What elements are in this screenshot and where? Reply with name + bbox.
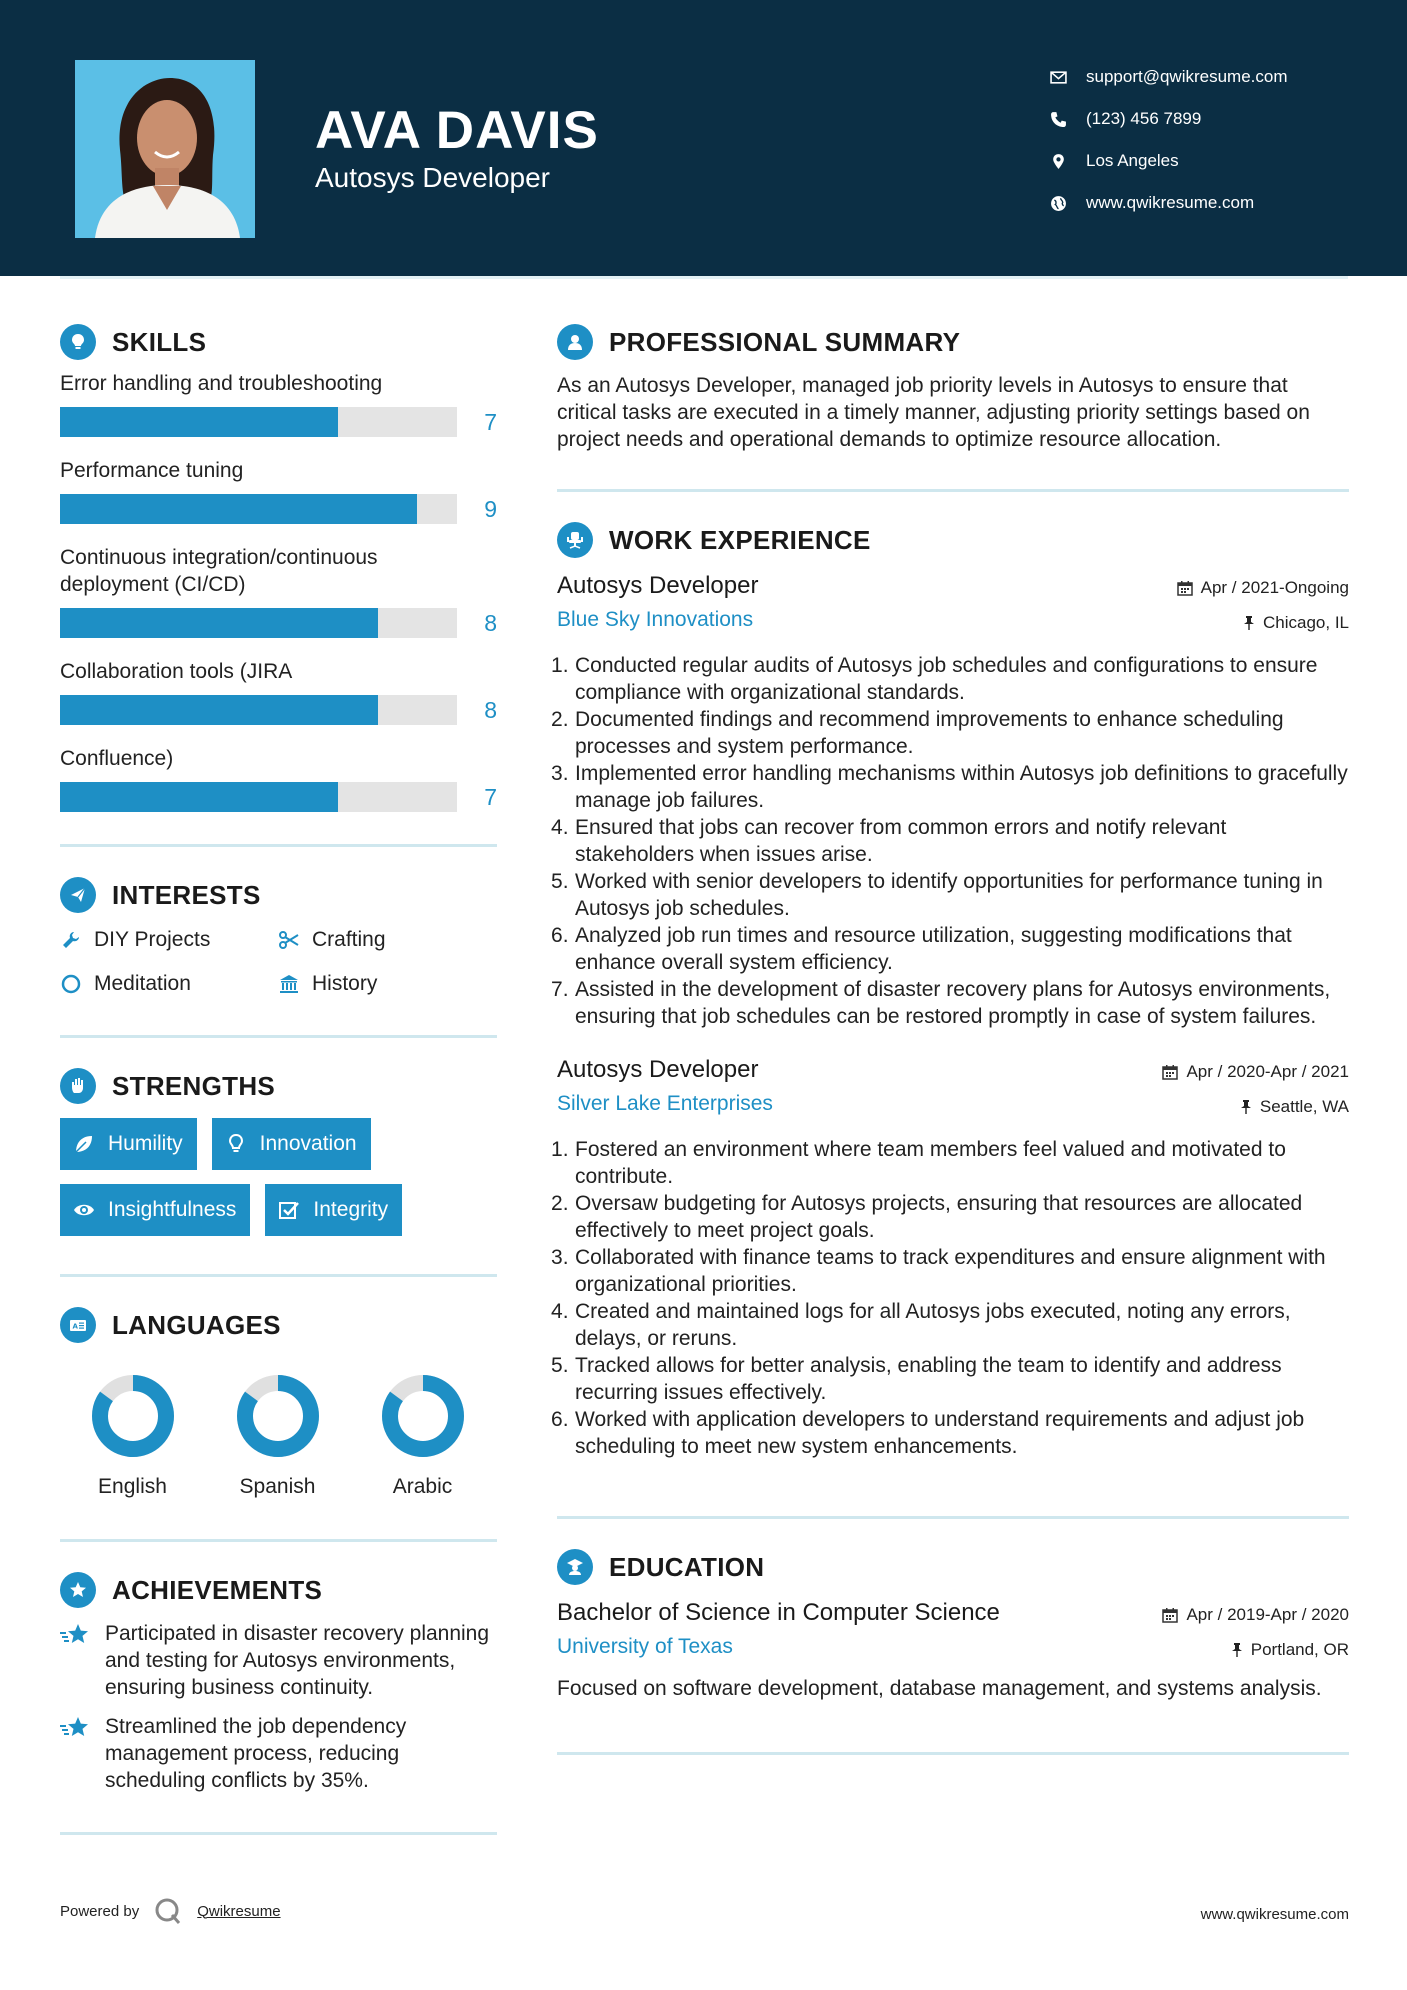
achievements-heading — [60, 1568, 497, 1612]
job-bullet: Worked with application developers to understand requirements and adjust job scheduling to meet new system enhancements. — [575, 1408, 1305, 1458]
left-column — [60, 320, 497, 1835]
phone-icon — [1050, 111, 1086, 128]
language-donut — [235, 1373, 321, 1459]
contact-location — [1050, 140, 1288, 182]
job-bullet: Collaborated with finance teams to track expenditures and ensure alignment with organizational priorities. — [575, 1246, 1326, 1296]
achievement-item — [60, 1620, 497, 1701]
calendar-icon — [1177, 580, 1193, 596]
job-date — [1162, 1062, 1349, 1082]
skill-item — [60, 457, 497, 524]
language-donut — [380, 1373, 466, 1459]
job-bullet: Documented findings and recommend improvements to enhance scheduling processes and system performance. — [575, 708, 1284, 758]
experience-title: WORK EXPERIENCE — [609, 524, 871, 555]
skill-name: Confluence) — [60, 747, 174, 770]
job-bullet: Assisted in the development of disaster recovery plans for Autosys environments, ensuring that job schedules can be restored promptly in case of system failures. — [575, 978, 1331, 1028]
language-item — [350, 1373, 495, 1499]
section-divider — [557, 1752, 1349, 1755]
education-description: Focused on software development, database management, and systems analysis. — [557, 1677, 1322, 1700]
skill-bar — [60, 608, 457, 638]
skill-value: 8 — [484, 609, 497, 636]
job-bullets — [557, 1136, 1349, 1460]
skill-value: 7 — [484, 408, 497, 435]
skill-bar-fill — [60, 608, 378, 638]
paper-plane-icon — [60, 877, 96, 913]
candidate-name: AVA DAVIS — [315, 101, 599, 160]
interest-label: Crafting — [312, 928, 386, 951]
interest-item — [60, 925, 278, 955]
language-item — [60, 1373, 205, 1499]
interests-title: INTERESTS — [112, 879, 261, 910]
interest-label: Meditation — [94, 972, 191, 995]
job-date — [1177, 578, 1349, 598]
job-bullet: Analyzed job run times and resource utilization, suggesting modifications that enhance overall system efficiency. — [575, 924, 1292, 974]
language-donut — [90, 1373, 176, 1459]
globe-icon — [1050, 195, 1086, 212]
checkbox-icon — [277, 1198, 301, 1222]
contact-location-text: Los Angeles — [1086, 151, 1179, 170]
strengths-title: STRENGTHS — [112, 1070, 276, 1101]
lightbulb-icon — [60, 324, 96, 360]
skill-bar — [60, 407, 457, 437]
candidate-role: Autosys Developer — [315, 162, 551, 193]
skill-row — [60, 608, 497, 638]
interest-label: History — [312, 972, 378, 995]
calendar-icon — [1162, 1607, 1178, 1623]
header-divider — [60, 276, 1348, 279]
job-bullet: Worked with senior developers to identify opportunities for performance tuning in Autosys job schedules. — [575, 870, 1323, 920]
strength-tag — [212, 1118, 371, 1170]
calendar-icon — [1162, 1064, 1178, 1080]
section-divider — [557, 1516, 1349, 1519]
footer-website[interactable]: www.qwikresume.com — [1200, 1906, 1349, 1923]
education-entry — [557, 1599, 1349, 1702]
skill-bar — [60, 695, 457, 725]
skill-name: Error handling and troubleshooting — [60, 372, 383, 395]
skill-bar — [60, 494, 457, 524]
skill-name: Performance tuning — [60, 459, 244, 482]
achievements-title: ACHIEVEMENTS — [112, 1574, 323, 1605]
summary-title: PROFESSIONAL SUMMARY — [609, 326, 961, 357]
education-date-text: Apr / 2019-Apr / 2020 — [1186, 1605, 1349, 1624]
user-icon — [557, 324, 593, 360]
strength-label: Humility — [108, 1132, 183, 1155]
star-badge-icon — [60, 1572, 96, 1608]
languages-title: LANGUAGES — [112, 1309, 281, 1340]
job-bullet: Ensured that jobs can recover from common errors and notify relevant stakeholders when issues arise. — [575, 816, 1227, 866]
job-bullet: Created and maintained logs for all Autosys jobs executed, noting any errors, delays, or reruns. — [575, 1300, 1291, 1350]
company-name: Silver Lake Enterprises — [557, 1092, 773, 1115]
achievement-item — [60, 1713, 497, 1794]
footer-powered-by — [60, 1896, 281, 1926]
skill-value: 7 — [484, 783, 497, 810]
education-title: EDUCATION — [609, 1551, 765, 1582]
eye-icon — [72, 1198, 96, 1222]
job-location — [1240, 1097, 1349, 1117]
svg-text:A: A — [72, 1322, 78, 1331]
skill-name: Continuous integration/continuous deployment (CI/CD) — [60, 546, 378, 596]
profile-photo — [75, 60, 255, 238]
strength-tag — [265, 1184, 402, 1236]
language-name: English — [98, 1475, 167, 1498]
skill-item — [60, 745, 497, 812]
job-location-text: Seattle, WA — [1259, 1097, 1349, 1116]
language-name: Arabic — [392, 1475, 453, 1498]
achievement-text: Streamlined the job dependency management process, reducing scheduling conflicts by 35%. — [105, 1715, 407, 1792]
interest-item — [278, 925, 496, 955]
job-title: Autosys Developer — [557, 1056, 759, 1083]
skill-bar — [60, 782, 457, 812]
section-divider — [60, 1539, 497, 1542]
contact-list — [1050, 56, 1288, 224]
skill-bar-fill — [60, 494, 417, 524]
section-divider — [60, 1274, 497, 1277]
summary-text: As an Autosys Developer, managed job priority levels in Autosys to ensure that critical tasks are executed in a timely manner, adjusting priority settings based on project needs and operational demands to optimize resource allocation. — [557, 374, 1310, 451]
job-bullet: Oversaw budgeting for Autosys projects, ensuring that resources are allocated effectively to meet project goals. — [575, 1192, 1303, 1242]
job-bullet: Conducted regular audits of Autosys job schedules and configurations to ensure compliance with organizational standards. — [575, 654, 1318, 704]
skill-bar-fill — [60, 782, 338, 812]
powered-by-label: Powered by — [60, 1902, 140, 1920]
contact-email[interactable] — [1050, 56, 1288, 98]
pushpin-icon — [1231, 1642, 1243, 1658]
language-name: Spanish — [239, 1475, 316, 1498]
contact-website[interactable] — [1050, 182, 1288, 224]
education-heading — [557, 1545, 1349, 1589]
contact-phone-text: (123) 456 7899 — [1086, 109, 1202, 128]
interest-item — [278, 969, 496, 999]
qwikresume-logo-icon — [153, 1896, 183, 1926]
pushpin-icon — [1243, 615, 1255, 631]
language-list — [60, 1373, 497, 1499]
strength-label: Innovation — [259, 1132, 357, 1155]
envelope-icon — [1050, 69, 1086, 86]
resume-header — [0, 0, 1407, 276]
star-icon — [60, 1713, 105, 1794]
strength-tags — [60, 1118, 497, 1236]
circle-icon — [60, 973, 94, 995]
education-date — [1162, 1605, 1349, 1625]
strength-tag — [60, 1118, 197, 1170]
language-icon — [60, 1307, 96, 1343]
skill-value: 9 — [484, 495, 497, 522]
job-bullets — [557, 652, 1349, 1030]
section-divider — [60, 844, 497, 847]
contact-phone[interactable] — [1050, 98, 1288, 140]
lightbulb-icon — [224, 1132, 248, 1156]
degree-title: Bachelor of Science in Computer Science — [557, 1599, 1000, 1626]
skills-title: SKILLS — [112, 326, 207, 357]
job-bullet: Fostered an environment where team members feel valued and motivated to contribute. — [575, 1138, 1286, 1188]
experience-heading — [557, 518, 1349, 562]
right-column — [557, 320, 1349, 1755]
education-location — [1231, 1640, 1349, 1660]
hand-icon — [60, 1068, 96, 1104]
skill-item — [60, 658, 497, 725]
skill-item — [60, 544, 460, 598]
map-pin-icon — [1050, 153, 1086, 170]
language-item — [205, 1373, 350, 1499]
contact-email-text: support@qwikresume.com — [1086, 67, 1288, 86]
job-entry — [557, 1056, 1349, 1460]
achievement-text: Participated in disaster recovery planning and testing for Autosys environments, ensuring business continuity. — [105, 1622, 490, 1699]
museum-icon — [278, 973, 312, 995]
skills-heading — [60, 320, 497, 364]
interests-list — [60, 925, 497, 999]
job-location-text: Chicago, IL — [1263, 613, 1349, 632]
job-date-text: Apr / 2020-Apr / 2021 — [1186, 1062, 1349, 1081]
job-bullet: Tracked allows for better analysis, enabling the team to identify and address recurring issues effectively. — [575, 1354, 1282, 1404]
skill-name: Collaboration tools (JIRA — [60, 660, 293, 683]
skill-bar-fill — [60, 407, 338, 437]
summary-heading — [557, 320, 1349, 364]
job-entry — [557, 572, 1349, 1030]
strength-label: Integrity — [313, 1198, 389, 1221]
graduate-icon — [557, 1549, 593, 1585]
strengths-heading — [60, 1064, 497, 1108]
skill-bar-fill — [60, 695, 378, 725]
section-divider — [60, 1832, 497, 1835]
education-location-text: Portland, OR — [1250, 1640, 1349, 1659]
interest-item — [60, 969, 278, 999]
interest-label: DIY Projects — [94, 928, 211, 951]
contact-website-text: www.qwikresume.com — [1086, 193, 1255, 212]
office-chair-icon — [557, 522, 593, 558]
school-name: University of Texas — [557, 1635, 733, 1658]
strength-label: Insightfulness — [108, 1198, 237, 1221]
job-date-text: Apr / 2021-Ongoing — [1200, 578, 1349, 597]
job-title: Autosys Developer — [557, 572, 759, 599]
skill-item — [60, 370, 497, 437]
star-icon — [60, 1620, 105, 1701]
job-location — [1243, 613, 1349, 633]
wrench-icon — [60, 929, 94, 951]
leaf-icon — [72, 1132, 96, 1156]
section-divider — [60, 1035, 497, 1038]
strength-tag — [60, 1184, 250, 1236]
job-bullet: Implemented error handling mechanisms within Autosys job definitions to gracefully manage job failures. — [575, 762, 1348, 812]
languages-heading — [60, 1303, 497, 1347]
company-name: Blue Sky Innovations — [557, 608, 754, 631]
pushpin-icon — [1240, 1099, 1252, 1115]
interests-heading — [60, 873, 497, 917]
scissors-icon — [278, 929, 312, 951]
section-divider — [557, 489, 1349, 492]
brand-link[interactable]: Qwikresume — [197, 1902, 281, 1920]
skill-value: 8 — [484, 696, 497, 723]
